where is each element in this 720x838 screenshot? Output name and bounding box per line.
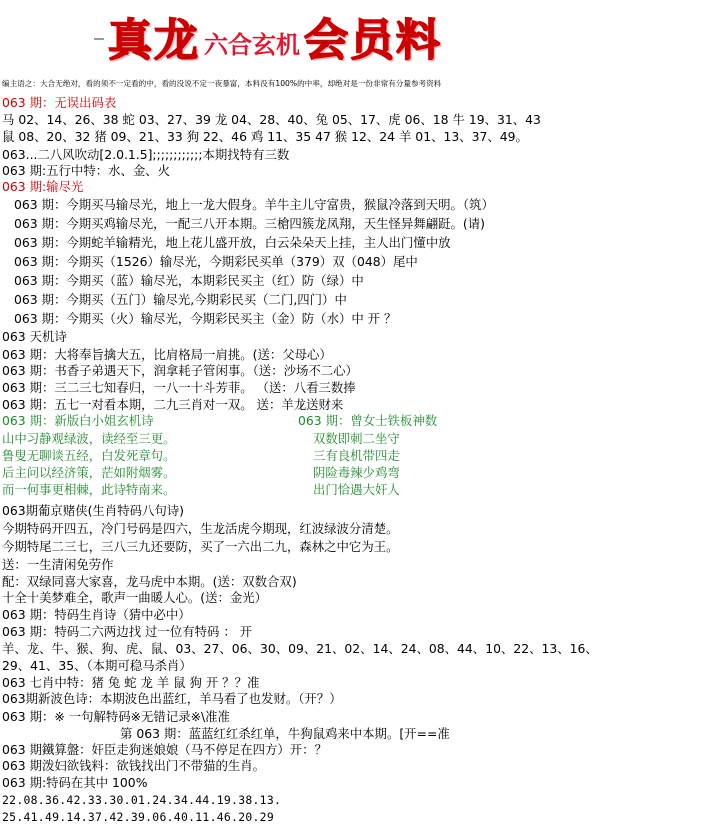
text-line: 063 期：今期蛇羊输精光，地上花儿盛开放，白云朵朵天上挂，主人出门懂中放 <box>14 235 451 250</box>
page-title-banner <box>108 8 442 64</box>
text-line: 063 期：今期买（蓝）输尽光，本期彩民买主（红）防（绿）中 <box>14 273 364 288</box>
text-line: 第 063 期：蓝蓝红红杀红单，牛狗鼠鸡来中本期。[开==准 <box>120 726 450 741</box>
title-part-1: 真龙 <box>108 15 200 66</box>
text-line: 063 期：五七一对看本期，二九三肖对一双。 送：羊龙送财来 <box>2 397 344 412</box>
poem-line: 山中习静观绿波，读经至三更。 <box>2 431 176 446</box>
text-line: 063 期：特码生肖诗（猜中必中） <box>2 607 191 622</box>
intro-text: 编主语之：大合无绝对，看的须不一定看的中，看的没说不定一夜暴富，本料没有100%的中率，却绝对是一份非常有分量参考资料 <box>2 79 442 88</box>
title-part-3: 会员料 <box>304 15 442 66</box>
text-line: 063 期：特码二六两边找 过一位有特码 ： 开 <box>2 624 253 639</box>
section-heading-poem: 063 天机诗 <box>2 329 67 344</box>
text-line: 羊、龙、牛、猴、狗、虎、鼠、03、27、06、30、09、21、02、14、24、08、44、10、22、13、16、 <box>2 641 598 656</box>
poem-line: 后主问以经济策，茫如附烟雾。 <box>2 465 176 480</box>
text-line: 063 期鐵算盤：奸臣走狗迷娘娘（马不停足在四方）开：？ <box>2 742 327 757</box>
text-line: 063 期：大将奉旨擒大五，比肩格局一肩挑。(送：父母心） <box>2 347 332 362</box>
section-heading-casino: 063期葡京赌侠(生肖特码八句诗) <box>2 503 185 518</box>
text-line: 063 期：今期买（火）输尽光，今期彩民买主（金）防（水）中 开 ？ <box>14 311 397 326</box>
text-line: 063期新波色诗：本期波色出蓝红，羊马看了也发财。（开？） <box>2 691 342 706</box>
text-line: 063 期：书香子弟遇天下，润拿耗子管闲事。（送：沙场不二心） <box>2 363 358 378</box>
text-line: 今期特尾二三七，三八三九还要防，买了一六出二九，森林之中它为王。 <box>2 539 399 554</box>
text-line: 063...二八风吹动[2.0.1.5];;;;;;;;;;;;本期找特有三数 <box>2 147 290 162</box>
section-heading-iron-plate: 063 期：曾女士铁板神数 <box>298 413 438 428</box>
poem-line: 阴险毒辣少鸡弯 <box>313 465 400 480</box>
text-line: 今期特码开四五，冷门号码是四六，生龙活虎今期现，红波绿波分清楚。 <box>2 521 399 536</box>
text-line: 063 期泼妇欲钱料：欲钱找出门不带猫的生肖。 <box>2 758 266 773</box>
code-table-row-2: 鼠 08、20、32 猪 09、21、33 狗 22、46 鸡 11、35 47 猴 12、24 羊 01、13、37、49。 <box>2 129 528 144</box>
text-line: 063 期：※ 一句解特码※无错记录※\准准 <box>2 709 230 724</box>
section-heading-code-table: 063 期：无误出码表 <box>2 95 117 110</box>
poem-line: 三有良机带四走 <box>313 448 400 463</box>
text-line: 063 期：今期买（1526）输尽光，今期彩民买单（379）双（048）尾中 <box>14 254 418 269</box>
text-line: 063 期:特码在其中 100% <box>2 775 148 790</box>
title-part-2: 六合玄机 <box>204 29 300 59</box>
poem-line: 双数即刺二坐守 <box>313 431 400 446</box>
text-line: 29、41、35、（本期可稳马杀肖） <box>2 658 192 673</box>
section-heading-lose-all: 063 期:输尽光 <box>2 179 84 194</box>
text-line: 063 期:五行中特：水、金、火 <box>2 163 171 178</box>
text-line: 063 期：今期买鸡输尽光，一配三八开本期。三槍四簇龙凤翔，天生怪异舞翩跹。(请) <box>14 216 485 231</box>
number-list-row-1: 22.08.36.42.33.30.01.24.34.44.19.38.13. <box>2 793 282 807</box>
poem-line: 而一何事更相棘，此诗特南来。 <box>2 482 176 497</box>
text-line: 配：双绿同喜大家喜，龙马虎中本期。(送：双数合双) <box>2 574 297 589</box>
text-line: 063 期：今期买马输尽光，地上一龙大假身。羊牛主儿守富贵，猴鼠冷落到天明。（筑） <box>14 197 494 212</box>
section-heading-white-lady: 063 期：新版白小姐玄机诗 <box>2 413 154 428</box>
text-line: 063 期：三二三七知春归，一八一十斗芳菲。 （送：八看三数捧 <box>2 380 356 395</box>
number-list-row-2: 25.41.49.14.37.42.39.06.40.11.46.20.29 <box>2 810 274 824</box>
code-table-row-1: 马 02、14、26、38 蛇 03、27、39 龙 04、28、40、兔 05、17、虎 06、18 牛 19、31、43 <box>2 112 541 127</box>
poem-line: 出门恰遇大奸人 <box>313 482 400 497</box>
text-line: 十全十美梦难全，歌声一曲暖人心。(送：金光） <box>2 590 268 605</box>
text-line: 063 七肖中特：猪 兔 蛇 龙 羊 鼠 狗 开 ？？准 <box>2 675 260 690</box>
text-line: 063 期：今期买（五门）输尽光,今期彩民买（二门,四门）中 <box>14 292 347 307</box>
text-line: 送：一生清闲免劳作 <box>2 557 114 572</box>
poem-line: 鲁叟无聊谈五经，白发死章句。 <box>2 448 176 463</box>
title-dash <box>94 38 104 40</box>
